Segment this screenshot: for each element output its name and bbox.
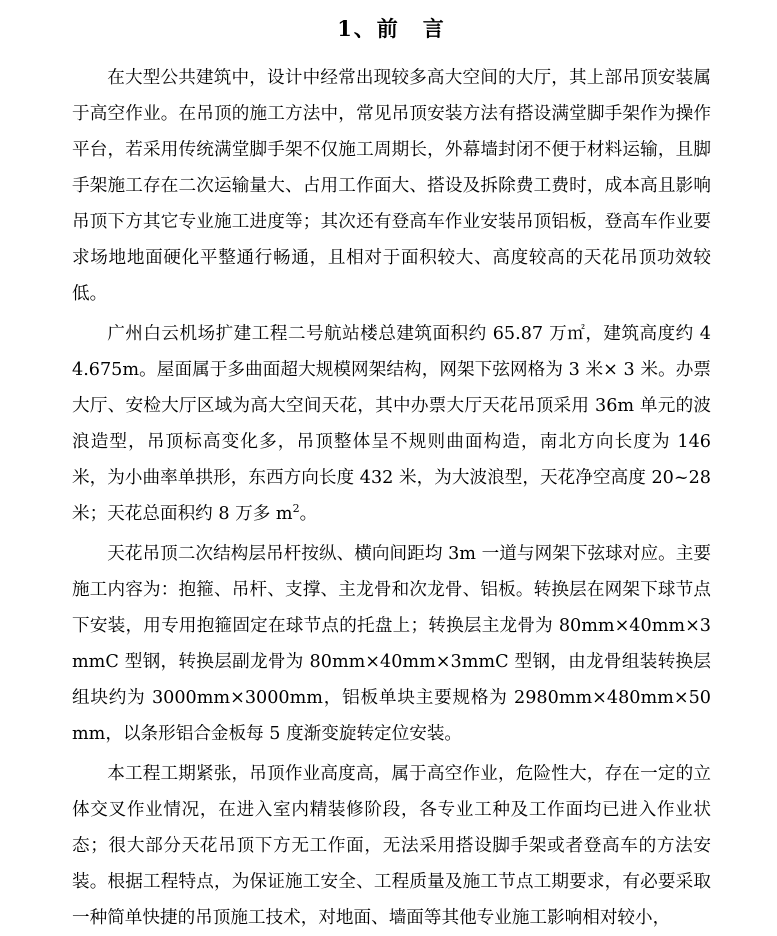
paragraph-intro [72,60,711,312]
paragraph-project-overview [72,316,711,532]
paragraph-text-end: 。 [299,504,318,524]
superscript-exponent: 2 [292,502,300,516]
paragraph-construction-content [72,536,711,752]
paragraph-text: 广州白云机场扩建工程二号航站楼总建筑面积约 65.87 万㎡，建筑高度约 44.675m。屋面属于多曲面超大规模网架结构，网架下弦网格为 3 米× 3 米。办票大厅、安检大厅区域为高大空间天花，其中办票大厅天花吊顶采用 36m 单元的波浪造型，吊顶标高变化多，吊顶整体呈不规则曲面构造，南北方向长度为 146 米，为小曲率单拱形，东西方向长度 432 米，为大波浪型，天花净空高度 20~28 米；天花总面积约 8 万多 m [72,324,711,524]
paragraph-schedule [72,756,711,936]
section-title: 1、前 言 [337,16,446,41]
paragraph-text: 本工程工期紧张，吊顶作业高度高，属于高空作业，危险性大，存在一定的立体交叉作业情况，在进入室内精装修阶段，各专业工种及工作面均已进入作业状态；很大部分天花吊顶下方无工作面，无法采用搭设脚手架或者登高车的方法安装。根据工程特点，为保证施工安全、工程质量及施工节点工期要求，有必要采取一种简单快捷的吊顶施工技术，对地面、墙面等其他专业施工影响相对较小， [72,764,711,928]
paragraph-text: 在大型公共建筑中，设计中经常出现较多高大空间的大厅，其上部吊顶安装属于高空作业。在吊顶的施工方法中，常见吊顶安装方法有搭设满堂脚手架作为操作平台，若采用传统满堂脚手架不仅施工周期长，外幕墙封闭不便于材料运输，且脚手架施工存在二次运输量大、占用工作面大、搭设及拆除费工费时，成本高且影响吊顶下方其它专业施工进度等；其次还有登高车作业安装吊顶铝板，登高车作业要求场地地面硬化平整通行畅通，且相对于面积较大、高度较高的天花吊顶功效较低。 [72,68,711,304]
paragraph-text: 天花吊顶二次结构层吊杆按纵、横向间距均 3m 一道与网架下弦球对应。主要施工内容为：抱箍、吊杆、支撑、主龙骨和次龙骨、铝板。转换层在网架下球节点下安装，用专用抱箍固定在球节点的托盘上；转换层主龙骨为 80mm×40mm×3mmC 型钢，转换层副龙骨为 80mm×40mm×3mmC 型钢，由龙骨组装转换层组块约为 3000mm×3000mm，铝板单块主要规格为 2980mm×480mm×50mm，以条形铝合金板每 5 度渐变旋转定位安装。 [72,544,711,744]
